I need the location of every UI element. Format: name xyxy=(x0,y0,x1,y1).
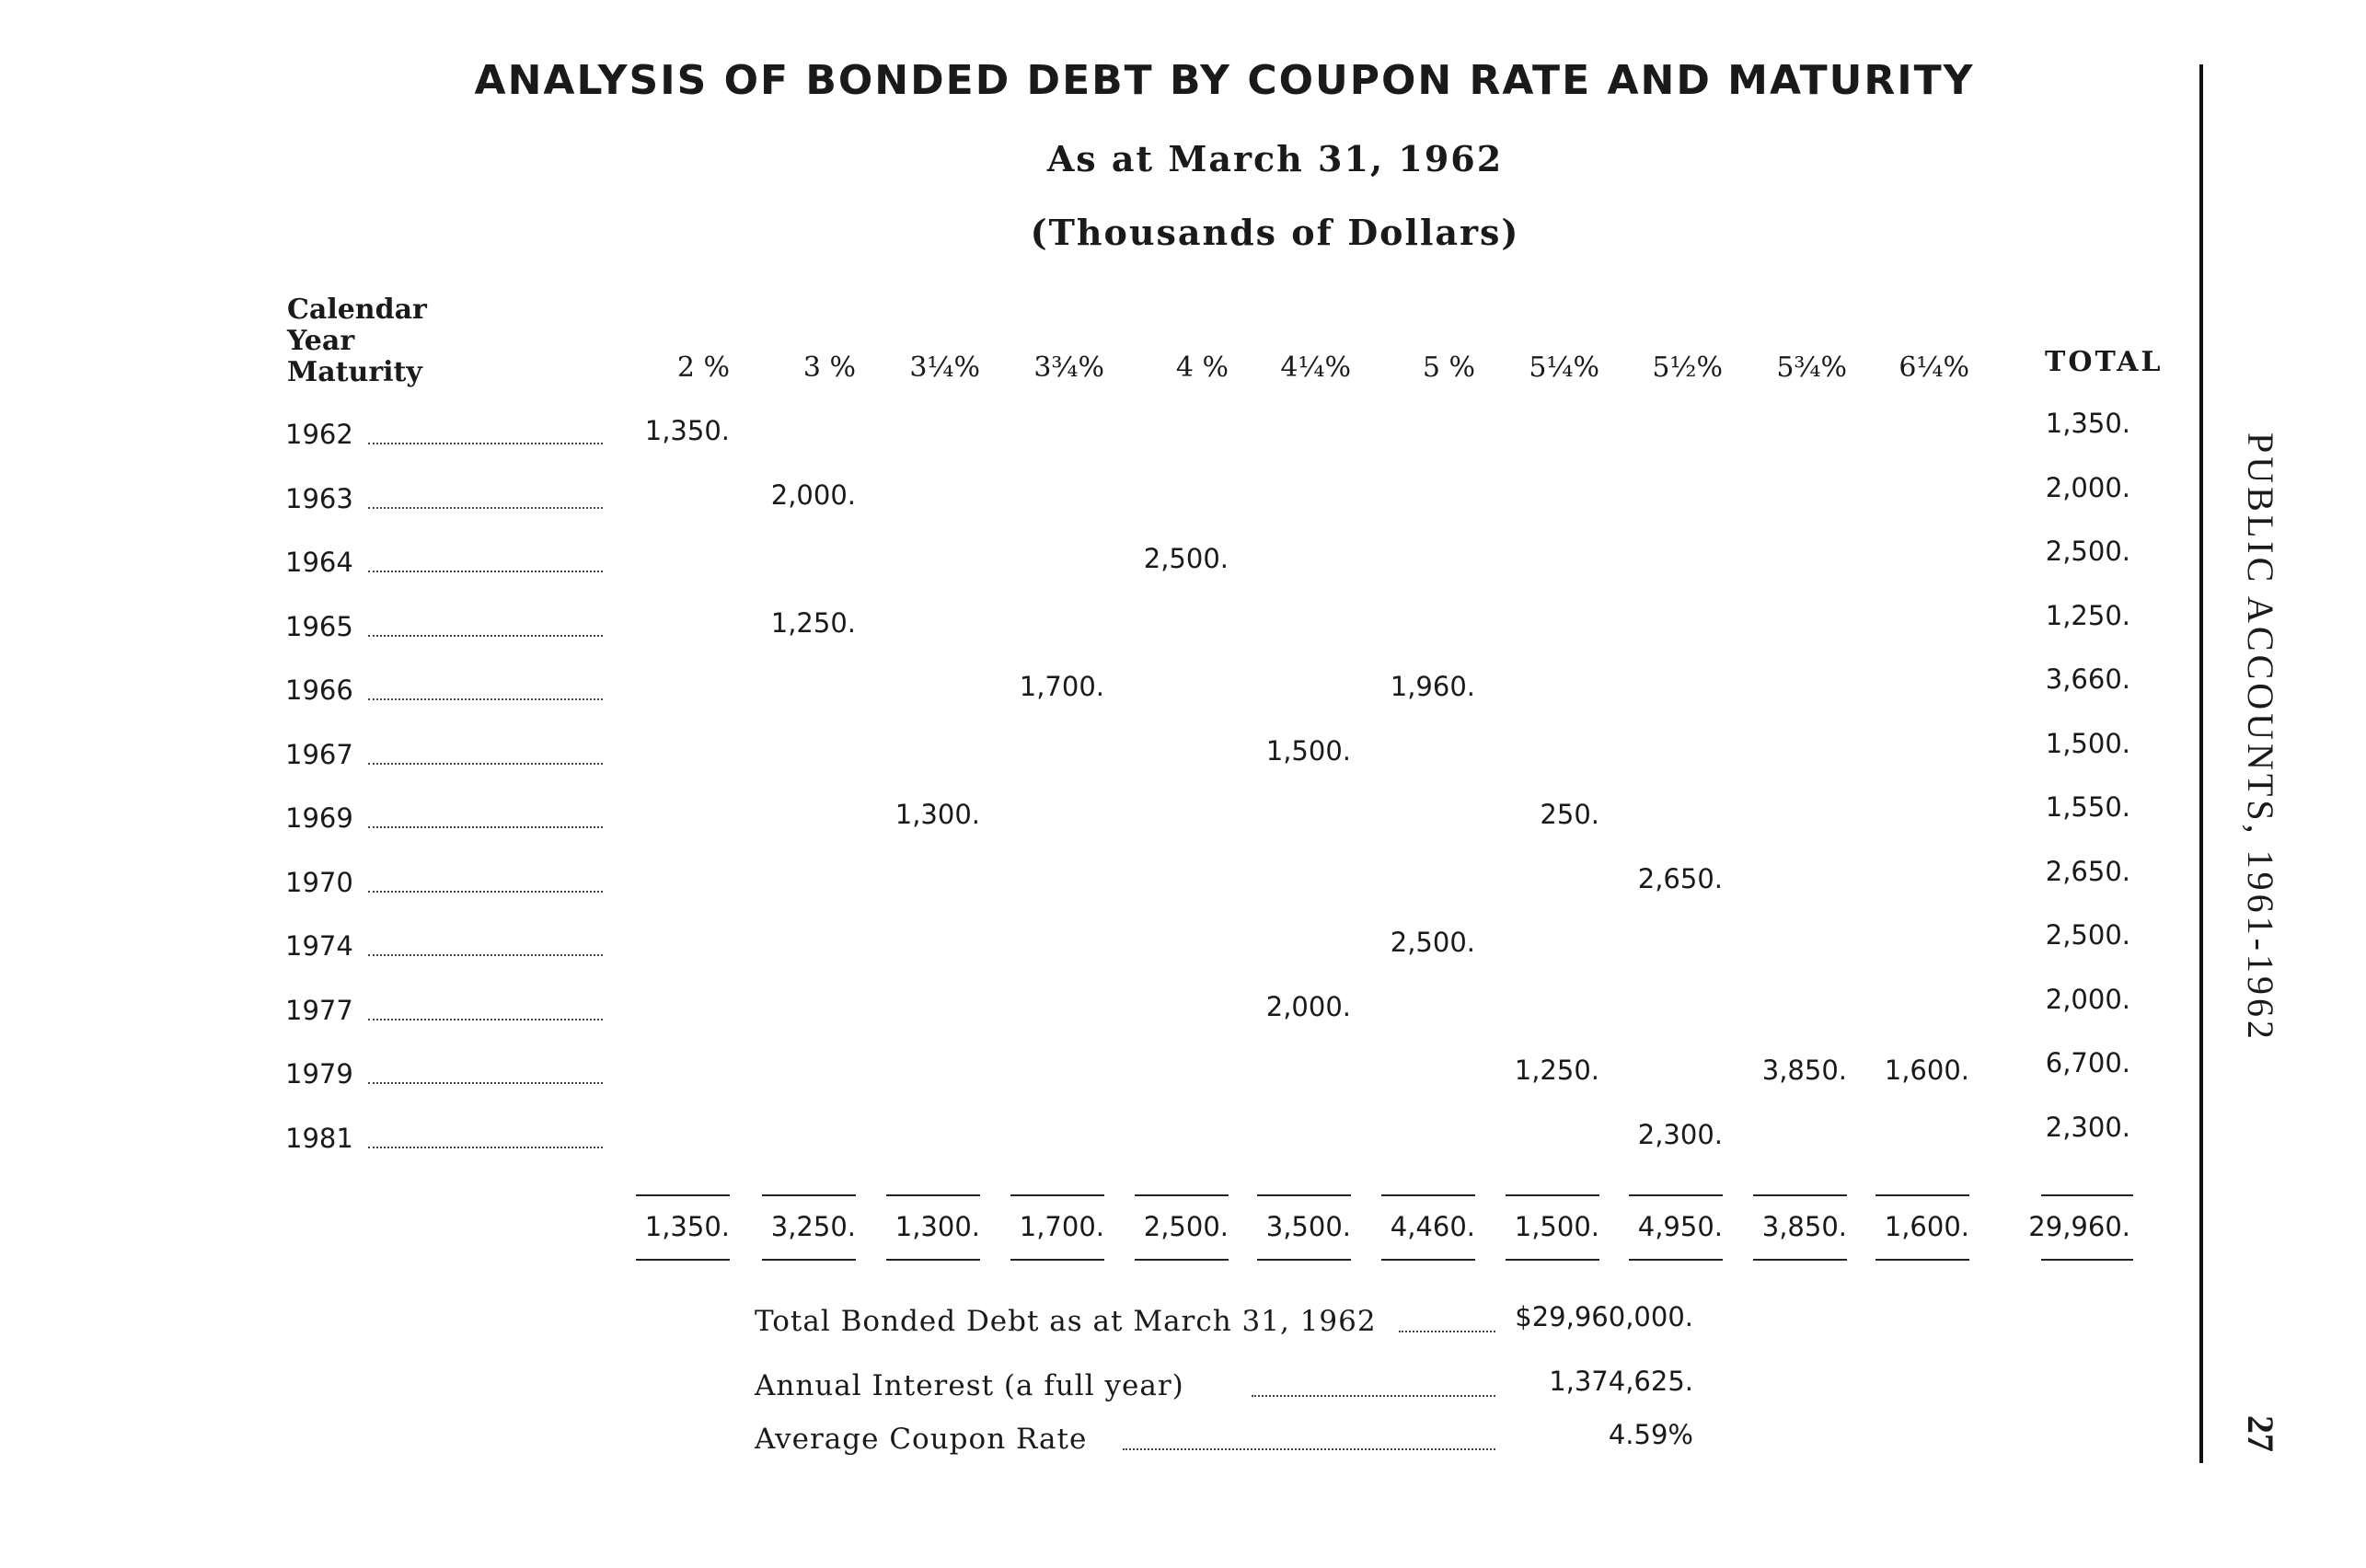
page-number: 27 xyxy=(2240,1415,2281,1452)
grand-total: 29,960. xyxy=(2028,1211,2130,1242)
table-cell: 250. xyxy=(1540,799,1599,830)
table-cell: 1,960. xyxy=(1390,671,1475,702)
column-total: 1,500. xyxy=(1514,1211,1599,1242)
rate-header: 4 % xyxy=(1175,352,1229,384)
summary-label: Annual Interest (a full year) xyxy=(755,1369,1184,1402)
rule-below-total xyxy=(1506,1259,1599,1261)
year-header-line2: Year xyxy=(287,325,355,357)
rule-above-total xyxy=(1506,1194,1599,1196)
rule-below-total xyxy=(762,1259,856,1261)
dot-leader xyxy=(368,507,603,509)
row-total: 6,700. xyxy=(2045,1047,2130,1078)
dot-leader xyxy=(368,1147,603,1148)
row-year: 1977 xyxy=(285,994,353,1026)
dot-leader xyxy=(368,1019,603,1020)
dot-leader xyxy=(368,891,603,893)
table-cell: 1,700. xyxy=(1019,671,1104,702)
rate-header: 5½% xyxy=(1652,352,1723,384)
dot-leader xyxy=(368,954,603,956)
rate-header: 2 % xyxy=(676,352,730,384)
table-cell: 2,000. xyxy=(770,478,856,511)
column-total: 4,460. xyxy=(1390,1211,1475,1242)
grand-total-rule xyxy=(2041,1259,2133,1261)
summary-value: $29,960,000. xyxy=(1515,1301,1693,1332)
rule-below-total xyxy=(1753,1259,1847,1261)
table-cell: 1,600. xyxy=(1884,1055,1969,1086)
table-cell: 2,500. xyxy=(1143,543,1229,574)
summary-value: 1,374,625. xyxy=(1549,1366,1693,1397)
column-total: 4,950. xyxy=(1637,1211,1723,1242)
margin-rule xyxy=(2199,64,2203,1463)
column-total: 3,850. xyxy=(1761,1211,1847,1242)
dot-leader xyxy=(368,826,603,828)
row-total: 1,550. xyxy=(2045,791,2130,823)
year-header-line1: Calendar xyxy=(287,294,427,326)
summary-label: Average Coupon Rate xyxy=(755,1423,1088,1456)
row-total: 2,300. xyxy=(2045,1111,2130,1143)
row-year: 1964 xyxy=(285,547,353,578)
row-total: 2,500. xyxy=(2045,536,2130,567)
row-total: 2,500. xyxy=(2045,919,2130,951)
row-year: 1963 xyxy=(285,482,353,514)
column-total: 1,350. xyxy=(644,1211,730,1242)
year-header xyxy=(287,294,427,388)
row-year: 1966 xyxy=(285,674,353,706)
row-total: 1,500. xyxy=(2045,727,2130,759)
column-total: 2,500. xyxy=(1143,1211,1229,1242)
summary-label: Total Bonded Debt as at March 31, 1962 xyxy=(755,1305,1377,1338)
rate-header: 5¼% xyxy=(1529,352,1599,384)
rule-below-total xyxy=(1135,1259,1229,1261)
column-total: 1,600. xyxy=(1884,1211,1969,1242)
table-cell: 2,000. xyxy=(1265,990,1351,1022)
table-cell: 1,350. xyxy=(644,415,730,446)
dot-leader xyxy=(368,635,603,637)
row-year: 1967 xyxy=(285,738,353,770)
row-total: 2,650. xyxy=(2045,855,2130,887)
rule-below-total xyxy=(1381,1259,1475,1261)
dot-leader xyxy=(368,698,603,700)
total-header: TOTAL xyxy=(2045,346,2164,378)
row-total: 2,000. xyxy=(2045,983,2130,1015)
rule-below-total xyxy=(1629,1259,1723,1261)
column-total: 3,250. xyxy=(770,1211,856,1242)
rule-above-total xyxy=(1135,1194,1229,1196)
row-total: 1,250. xyxy=(2045,599,2130,631)
rule-below-total xyxy=(636,1259,730,1261)
dot-leader xyxy=(1123,1448,1495,1450)
column-total: 1,700. xyxy=(1019,1211,1104,1242)
row-total: 1,350. xyxy=(2045,408,2130,439)
column-total: 1,300. xyxy=(894,1211,980,1242)
rate-header: 3¾% xyxy=(1033,352,1104,384)
dot-leader xyxy=(1399,1331,1495,1332)
rule-above-total xyxy=(1875,1194,1969,1196)
rule-below-total xyxy=(1257,1259,1351,1261)
rule-below-total xyxy=(1875,1259,1969,1261)
summary-value: 4.59% xyxy=(1608,1419,1693,1450)
rule-above-total xyxy=(886,1194,980,1196)
rate-header: 6¼% xyxy=(1899,352,1969,384)
year-header-line3: Maturity xyxy=(287,356,422,388)
rate-header: 4¼% xyxy=(1280,352,1351,384)
rule-above-total xyxy=(636,1194,730,1196)
row-year: 1979 xyxy=(285,1058,353,1090)
row-year: 1962 xyxy=(285,419,353,450)
table-cell: 1,500. xyxy=(1265,734,1351,767)
rate-header: 3 % xyxy=(802,352,856,384)
rule-above-total xyxy=(1010,1194,1104,1196)
grand-total-rule xyxy=(2041,1194,2133,1196)
row-year: 1969 xyxy=(285,802,353,834)
table-cell: 1,300. xyxy=(894,799,980,830)
rule-above-total xyxy=(762,1194,856,1196)
rate-header: 5¾% xyxy=(1776,352,1847,384)
table-cell: 2,300. xyxy=(1637,1118,1723,1150)
table-cell: 3,850. xyxy=(1761,1055,1847,1086)
rule-above-total xyxy=(1629,1194,1723,1196)
rule-below-total xyxy=(886,1259,980,1261)
row-total: 3,660. xyxy=(2045,663,2130,695)
rule-above-total xyxy=(1257,1194,1351,1196)
dot-leader xyxy=(368,443,603,444)
table-cell: 1,250. xyxy=(1514,1055,1599,1086)
subtitle-units: (Thousands of Dollars) xyxy=(1030,212,1520,253)
rule-above-total xyxy=(1753,1194,1847,1196)
subtitle-date: As at March 31, 1962 xyxy=(1046,138,1504,179)
dot-leader xyxy=(1252,1395,1495,1397)
rate-header: 5 % xyxy=(1422,352,1475,384)
dot-leader xyxy=(368,1082,603,1084)
rule-below-total xyxy=(1010,1259,1104,1261)
row-year: 1981 xyxy=(285,1122,353,1154)
table-cell: 1,250. xyxy=(770,606,856,639)
side-title: PUBLIC ACCOUNTS, 1961-1962 xyxy=(2240,432,2281,1043)
dot-leader xyxy=(368,571,603,572)
row-year: 1970 xyxy=(285,866,353,898)
page-title: ANALYSIS OF BONDED DEBT BY COUPON RATE AND MATURITY xyxy=(474,57,1975,104)
row-year: 1974 xyxy=(285,930,353,962)
rate-header: 3¼% xyxy=(909,352,980,384)
row-total: 2,000. xyxy=(2045,471,2130,503)
table-cell: 2,650. xyxy=(1637,862,1723,894)
rule-above-total xyxy=(1381,1194,1475,1196)
column-total: 3,500. xyxy=(1265,1211,1351,1242)
row-year: 1965 xyxy=(285,610,353,642)
dot-leader xyxy=(368,763,603,765)
table-cell: 2,500. xyxy=(1390,927,1475,958)
